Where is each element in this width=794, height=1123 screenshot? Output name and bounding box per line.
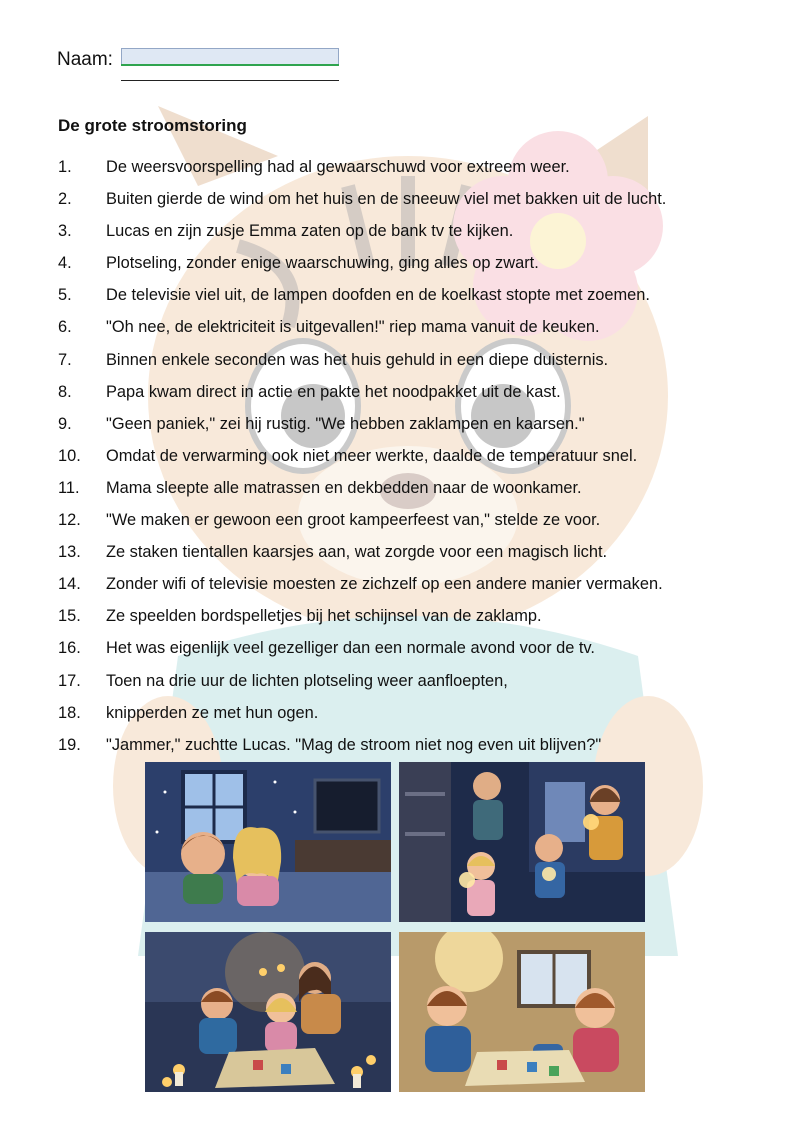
- sentence-text: Omdat de verwarming ook niet meer werkte, daalde de temperatuur snel.: [106, 446, 638, 465]
- story-sentence: [58, 472, 758, 504]
- story-sentence: [58, 151, 758, 183]
- sentence-number: 7.: [58, 350, 72, 369]
- sentence-text: Ze staken tientallen kaarsjes aan, wat zorgde voor een magisch licht.: [106, 543, 608, 562]
- story-sentence: [58, 504, 758, 536]
- sentence-number: 18.: [58, 703, 81, 722]
- sentence-number: 11.: [58, 478, 80, 497]
- illustration-flashlights: [399, 762, 645, 922]
- story-sentences: [58, 151, 758, 761]
- sentence-number: 1.: [58, 158, 72, 176]
- sentence-text: "Jammer," zuchtte Lucas. "Mag de stroom niet nog even uit blijven?": [106, 735, 602, 754]
- story-sentence: [58, 247, 758, 279]
- story-sentence: [58, 632, 758, 664]
- sentence-number: 19.: [58, 735, 81, 754]
- sentence-number: 10.: [58, 446, 81, 465]
- sentence-text: Plotseling, zonder enige waarschuwing, ging alles op zwart.: [106, 254, 539, 273]
- story-sentence: [58, 568, 758, 600]
- sentence-text: Ze speelden bordspelletjes bij het schijnsel van de zaklamp.: [106, 607, 542, 626]
- story-sentence: [58, 665, 758, 697]
- sentence-number: 4.: [58, 254, 72, 273]
- sentence-number: 14.: [58, 575, 81, 594]
- name-field-fill: [121, 48, 339, 65]
- sentence-text: Buiten gierde de wind om het huis en de sneeuw viel met bakken uit de lucht.: [106, 190, 667, 209]
- story-sentence: [58, 697, 758, 729]
- sentence-number: 5.: [58, 286, 72, 305]
- sentence-text: Lucas en zijn zusje Emma zaten op de bank tv te kijken.: [106, 222, 514, 241]
- story-sentence: [58, 344, 758, 376]
- sentence-number: 9.: [58, 414, 72, 433]
- sentence-text: "Geen paniek," zei hij rustig. "We hebben zaklampen en kaarsen.": [106, 414, 585, 433]
- story-sentence: [58, 729, 758, 761]
- story-sentence: [58, 279, 758, 311]
- illustration-candles-game: [145, 932, 391, 1092]
- sentence-text: Binnen enkele seconden was het huis gehuld in een diepe duisternis.: [106, 350, 609, 369]
- sentence-text: Papa kwam direct in actie en pakte het noodpakket uit de kast.: [106, 382, 561, 401]
- sentence-text: Mama sleepte alle matrassen en dekbedden naar de woonkamer.: [106, 478, 582, 497]
- sentence-number: 8.: [58, 382, 72, 401]
- sentence-number: 17.: [58, 671, 81, 690]
- sentence-text: "We maken er gewoon een groot kampeerfeest van," stelde ze voor.: [106, 511, 601, 530]
- sentence-number: 3.: [58, 222, 72, 241]
- sentence-text: De televisie viel uit, de lampen doofden en de koelkast stopte met zoemen.: [106, 286, 650, 305]
- name-field[interactable]: [121, 48, 339, 81]
- sentence-number: 12.: [58, 511, 81, 530]
- sentence-text: Het was eigenlijk veel gezelliger dan een normale avond voor de tv.: [106, 639, 595, 658]
- sentence-text: Toen na drie uur de lichten plotseling weer aanfloepten,: [106, 671, 508, 690]
- sentence-text: Zonder wifi of televisie moesten ze zichzelf op een andere manier vermaken.: [106, 575, 663, 594]
- name-label: Naam:: [57, 49, 113, 70]
- sentence-number: 2.: [58, 190, 72, 209]
- illustration-grid: [145, 762, 645, 1092]
- name-field-green-line: [121, 64, 339, 66]
- sentence-number: 16.: [58, 639, 81, 658]
- name-field-underline: [121, 80, 339, 81]
- story-sentence: [58, 408, 758, 440]
- sentence-number: 6.: [58, 318, 72, 337]
- story-sentence: [58, 311, 758, 343]
- story-sentence: [58, 536, 758, 568]
- sentence-text: "Oh nee, de elektriciteit is uitgevallen!" riep mama vanuit de keuken.: [106, 318, 600, 337]
- sentence-number: 13.: [58, 543, 81, 562]
- story-sentence: [58, 440, 758, 472]
- sentence-text: De weersvoorspelling had al gewaarschuwd voor extreem weer.: [106, 158, 570, 176]
- name-row: [57, 48, 339, 81]
- sentence-number: 15.: [58, 607, 81, 626]
- story-sentence: [58, 183, 758, 215]
- illustration-lights-on: [399, 932, 645, 1092]
- illustration-tv-couch: [145, 762, 391, 922]
- sentence-text: knipperden ze met hun ogen.: [106, 703, 319, 722]
- story-sentence: [58, 600, 758, 632]
- story-sentence: [58, 376, 758, 408]
- story-sentence: [58, 215, 758, 247]
- story-title: De grote stroomstoring: [58, 116, 247, 135]
